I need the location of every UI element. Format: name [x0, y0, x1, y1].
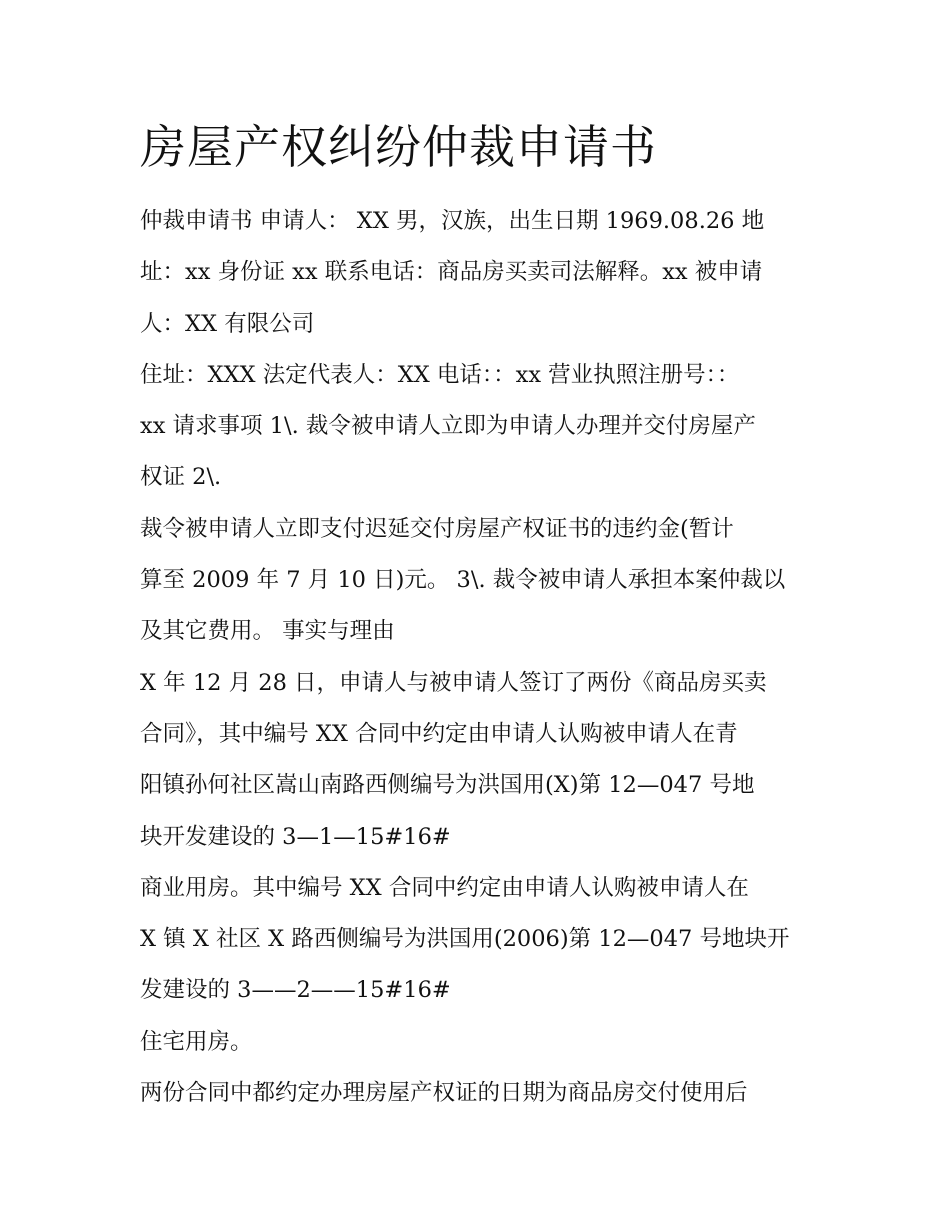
text-line: 及其它费用。 事实与理由 — [140, 618, 395, 645]
text-line: 权证 2\. — [140, 464, 222, 491]
text-line: 人：XX 有限公司 — [140, 310, 315, 337]
text-line: 阳镇孙何社区嵩山南路西侧编号为洪国用(X)第 12—047 号地 — [140, 772, 755, 799]
paragraph-residential — [140, 1017, 820, 1068]
text-line: 块开发建设的 3—1—15#16# — [140, 823, 451, 850]
paragraph-facts-contract-one — [140, 658, 820, 863]
text-line: 商业用房。其中编号 XX 合同中约定由申请人认购被申请人在 — [140, 874, 749, 901]
paragraph-respondent-claims — [140, 350, 820, 504]
text-line: X 年 12 月 28 日，申请人与被申请人签订了两份《商品房买卖 — [140, 669, 767, 696]
paragraph-certificate-date — [140, 1068, 820, 1119]
paragraph-facts-contract-two — [140, 863, 820, 1017]
text-line: 仲裁申请书 申请人： XX 男，汉族，出生日期 1969.08.26 地 — [140, 208, 765, 234]
paragraph-applicant — [140, 196, 820, 350]
text-line: xx 请求事项 1\. 裁令被申请人立即为申请人办理并交付房屋产 — [140, 413, 756, 440]
text-line: 算至 2009 年 7 月 10 日)元。 3\. 裁令被申请人承担本案仲裁以 — [140, 567, 786, 594]
document-title: 房屋产权纠纷仲裁申请书 — [140, 120, 657, 174]
text-line: 住宅用房。 — [140, 1028, 253, 1055]
text-line: 两份合同中都约定办理房屋产权证的日期为商品房交付使用后 — [140, 1080, 748, 1107]
text-line: X 镇 X 社区 X 路西侧编号为洪国用(2006)第 12—047 号地块开 — [140, 926, 790, 953]
paragraph-claims-continued — [140, 504, 820, 658]
text-line: 住址：XXX 法定代表人：XX 电话：：xx 营业执照注册号：： — [140, 361, 740, 388]
text-line: 合同》，其中编号 XX 合同中约定由申请人认购被申请人在青 — [140, 720, 738, 747]
text-line: 发建设的 3——2——15#16# — [140, 977, 451, 1004]
text-line: 裁令被申请人立即支付迟延交付房屋产权证书的违约金(暂计 — [140, 515, 734, 542]
document-body — [140, 196, 820, 1119]
text-line: 址：xx 身份证 xx 联系电话：商品房买卖司法解释。xx 被申请 — [140, 259, 763, 286]
